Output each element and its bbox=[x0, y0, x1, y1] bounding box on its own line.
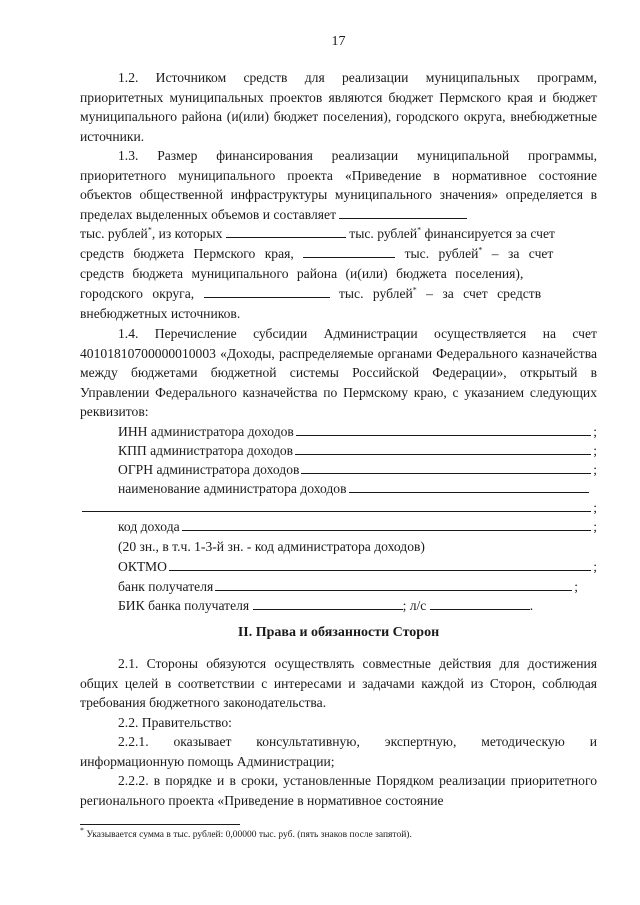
paragraph-1-3-line-f: внебюджетных источников. bbox=[80, 306, 241, 321]
punct: ; bbox=[593, 500, 597, 515]
paragraph-1-4: 1.4. Перечисление субсидии Администрации осуществляется на счет 40101810700000010003 «Доходы, распределяемые органами Федерального казначейства между бюджетами бюджетной системы Российской Федерации», открытый в Управлении Федерального казначейства по Пермскому краю, с указанием следующих реквизитов: bbox=[80, 326, 597, 420]
punct: ; bbox=[593, 519, 597, 534]
paragraph-1-3-line-c bbox=[80, 244, 597, 264]
paragraph-1-3-line-d: средств бюджета муниципального района (и(или) бюджета поселения), bbox=[80, 266, 524, 281]
paragraph-2-2-2: 2.2.2. в порядке и в сроки, установленные Порядком реализации приоритетного регионального проекта «Приведение в нормативное состояние bbox=[80, 773, 597, 808]
blank-line bbox=[215, 577, 572, 591]
text-fragment: , из которых bbox=[151, 226, 223, 241]
punct: ; bbox=[593, 424, 597, 439]
blank-amount-1 bbox=[226, 224, 346, 238]
footnote-mark: * bbox=[147, 225, 152, 235]
paragraph-1-3-intro bbox=[80, 146, 597, 224]
field-oktmo bbox=[118, 557, 597, 577]
field-label: КПП администратора доходов bbox=[118, 443, 294, 458]
paragraph-2-2: 2.2. Правительство: bbox=[118, 715, 232, 730]
footnote-mark: * bbox=[412, 285, 417, 295]
field-label: ОГРН администратора доходов bbox=[118, 462, 300, 477]
text-fragment: городского округа, bbox=[80, 286, 195, 301]
footnote-mark: * bbox=[478, 245, 483, 255]
field-label: ; л/с bbox=[402, 598, 427, 613]
punct: ; bbox=[593, 443, 597, 458]
blank-line bbox=[301, 460, 591, 474]
field-ogrn bbox=[118, 460, 597, 480]
footnote-text: Указывается сумма в тыс. рублей: 0,00000 тыс. руб. (пять знаков после запятой). bbox=[86, 830, 412, 840]
blank-line bbox=[169, 557, 591, 571]
field-label: банк получателя bbox=[118, 579, 214, 594]
page-number: 17 bbox=[331, 34, 346, 49]
unit-label: тыс. рублей bbox=[349, 226, 418, 241]
field-label: наименование администратора доходов bbox=[118, 481, 347, 496]
blank-total-amount bbox=[339, 205, 467, 219]
blank-amount-region bbox=[303, 244, 395, 258]
unit-label: тыс. рублей bbox=[404, 246, 479, 261]
footnote-mark: * bbox=[80, 825, 84, 835]
field-inn bbox=[118, 422, 597, 442]
punct: ; bbox=[574, 579, 578, 594]
punct: . bbox=[529, 598, 534, 613]
text-fragment: финансируется за счет bbox=[421, 226, 555, 241]
footnote-mark: * bbox=[417, 225, 422, 235]
punct: ; bbox=[593, 559, 597, 574]
field-label: код дохода bbox=[118, 519, 180, 534]
field-label: ИНН администратора доходов bbox=[118, 424, 294, 439]
text-fragment: средств бюджета Пермского края, bbox=[80, 246, 294, 261]
text-fragment: – за счет средств bbox=[416, 286, 542, 301]
paragraph-1-3-line-b bbox=[80, 224, 597, 244]
field-recipient-bank bbox=[118, 577, 578, 597]
paragraph-1-3-text: 1.3. Размер финансирования реализации муниципальной программы, приоритетного муниципального проекта «Приведение в нормативное состояние объектов общественной инфраструктуры муниципального значения» определяется в пределах выделенных объемов и составляет bbox=[80, 148, 597, 222]
blank-line bbox=[82, 498, 591, 512]
field-bik-account bbox=[118, 596, 597, 616]
footnote-divider bbox=[80, 824, 240, 825]
blank-line bbox=[182, 517, 592, 531]
punct: ; bbox=[593, 462, 597, 477]
field-label: БИК банка получателя bbox=[118, 598, 250, 613]
field-income-code bbox=[118, 517, 597, 537]
paragraph-2-2-1: 2.2.1. оказывает консультативную, экспертную, методическую и информационную помощь Администрации; bbox=[80, 734, 597, 769]
blank-line bbox=[295, 441, 591, 455]
field-income-code-note: (20 зн., в т.ч. 1-3-й зн. - код администратора доходов) bbox=[118, 539, 425, 554]
paragraph-2-1: 2.1. Стороны обязуются осуществлять совместные действия для достижения общих целей в соответствии с интересами и задачами каждой из Сторон, соблюдая требования бюджетного законодательства. bbox=[80, 656, 597, 711]
field-admin-name-continued bbox=[80, 498, 597, 518]
footnote bbox=[80, 825, 412, 840]
field-label: ОКТМО bbox=[118, 559, 167, 574]
blank-line bbox=[349, 479, 589, 493]
field-admin-name bbox=[118, 479, 597, 499]
paragraph-1-3-line-e bbox=[80, 284, 597, 304]
blank-bik bbox=[253, 596, 403, 610]
section-title: II. Права и обязанности Сторон bbox=[237, 625, 440, 640]
field-kpp bbox=[118, 441, 597, 461]
blank-account bbox=[430, 596, 530, 610]
unit-label: тыс. рублей bbox=[338, 286, 413, 301]
blank-amount-municipal bbox=[204, 284, 330, 298]
paragraph-1-2: 1.2. Источником средств для реализации муниципальных программ, приоритетных муниципальных проектов являются бюджет Пермского края и бюджет муниципального района (и(или) бюджет поселения), городского округа, внебюджетные источники. bbox=[80, 70, 597, 144]
unit-label: тыс. рублей bbox=[80, 226, 148, 241]
text-fragment: – за счет bbox=[482, 246, 554, 261]
blank-line bbox=[296, 422, 591, 436]
